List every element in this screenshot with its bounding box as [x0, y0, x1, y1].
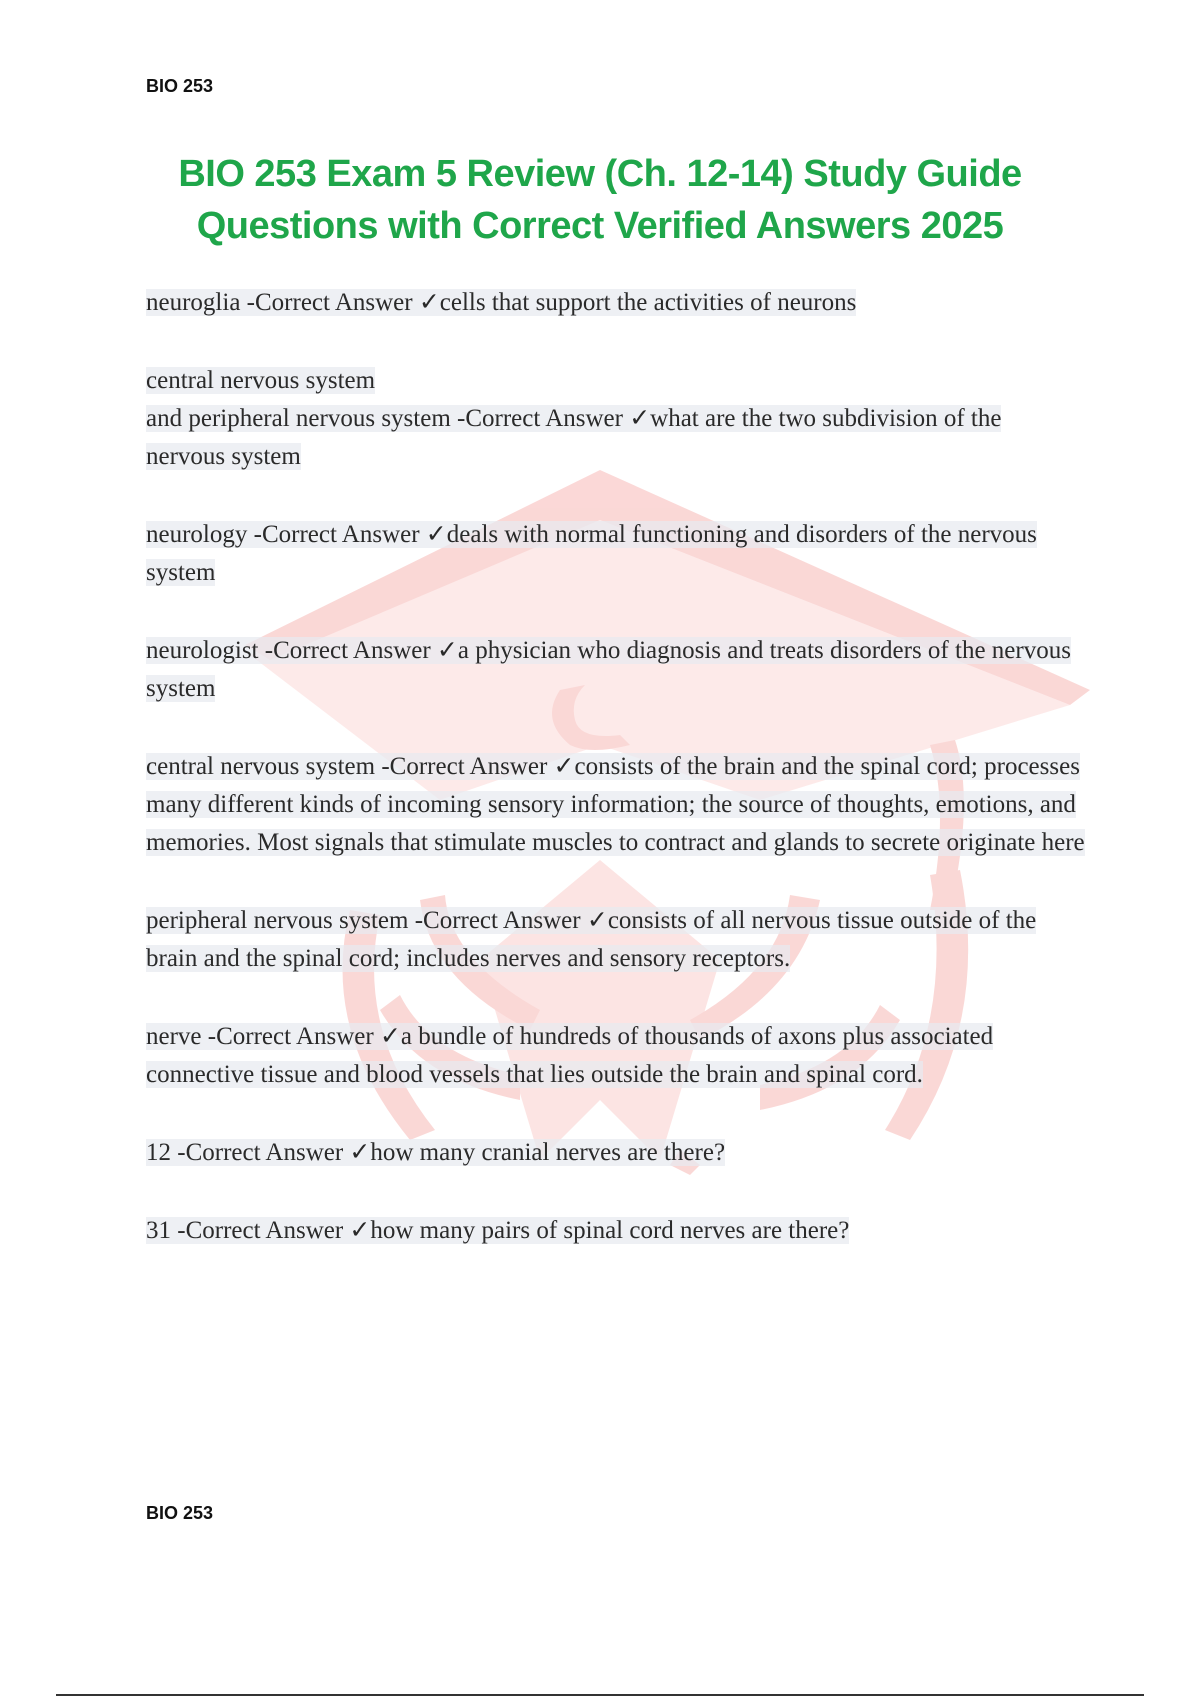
qa-term-continued: and peripheral nervous system	[146, 405, 451, 432]
qa-answer: how many pairs of spinal cord nerves are there?	[370, 1217, 850, 1244]
qa-item	[146, 1018, 1086, 1094]
qa-item	[146, 284, 1086, 322]
qa-answer: cells that support the activities of neurons	[439, 289, 857, 316]
correct-answer-marker: -Correct Answer ✓	[264, 637, 458, 664]
correct-answer-marker: -Correct Answer ✓	[177, 1217, 371, 1244]
qa-item	[146, 902, 1086, 978]
document-title	[100, 148, 1100, 252]
qa-item	[146, 632, 1086, 708]
correct-answer-marker: -Correct Answer ✓	[457, 405, 651, 432]
qa-term: neuroglia	[146, 289, 241, 316]
correct-answer-marker: -Correct Answer ✓	[246, 289, 440, 316]
qa-answer: a bundle of hundreds of thousands of axons plus associated connective tissue and blood vessels that lies outside the brain and spinal cord.	[146, 1023, 994, 1088]
qa-item	[146, 1134, 1086, 1172]
qa-list	[146, 284, 1086, 1290]
title-line-1: BIO 253 Exam 5 Review (Ch. 12-14) Study Guide	[178, 153, 1022, 195]
qa-item	[146, 362, 1086, 476]
qa-term: central nervous system	[146, 367, 376, 394]
qa-term: 31	[146, 1217, 171, 1244]
qa-term: neurology	[146, 521, 248, 548]
qa-term: neurologist	[146, 637, 259, 664]
qa-answer: deals with normal functioning and disorders of the nervous system	[146, 521, 1037, 586]
bottom-divider	[56, 1694, 1144, 1696]
qa-item	[146, 1212, 1086, 1250]
qa-answer: how many cranial nerves are there?	[370, 1139, 726, 1166]
qa-answer: consists of all nervous tissue outside of the brain and the spinal cord; includes nerves and sensory receptors.	[146, 907, 1037, 972]
correct-answer-marker: -Correct Answer ✓	[177, 1139, 371, 1166]
qa-term: central nervous system	[146, 753, 376, 780]
qa-answer: a physician who diagnosis and treats disorders of the nervous system	[146, 637, 1071, 702]
correct-answer-marker: -Correct Answer ✓	[381, 753, 575, 780]
qa-answer: what are the two subdivision of the nervous system	[146, 405, 1002, 470]
qa-answer: consists of the brain and the spinal cord; processes many different kinds of incoming sensory information; the source of thoughts, emotions, and memories. Most signals that stimulate muscles to contract and glands to secrete originate here	[146, 753, 1085, 856]
header-course-label: BIO 253	[146, 76, 214, 96]
qa-item	[146, 516, 1086, 592]
qa-item	[146, 748, 1086, 862]
qa-term: nerve	[146, 1023, 202, 1050]
correct-answer-marker: -Correct Answer ✓	[414, 907, 608, 934]
qa-term: peripheral nervous system	[146, 907, 409, 934]
footer-course-label: BIO 253	[146, 1503, 214, 1523]
title-line-2: Questions with Correct Verified Answers 2025	[196, 205, 1004, 247]
qa-term: 12	[146, 1139, 171, 1166]
correct-answer-marker: -Correct Answer ✓	[253, 521, 447, 548]
correct-answer-marker: -Correct Answer ✓	[207, 1023, 401, 1050]
